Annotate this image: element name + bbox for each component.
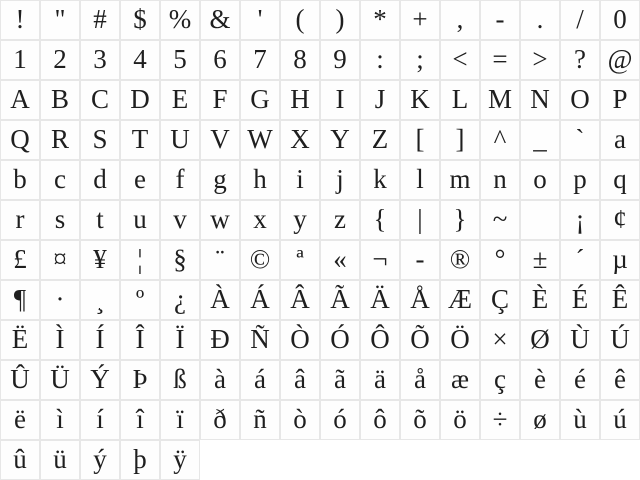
glyph-cell[interactable]: ì [40,400,80,440]
glyph-cell[interactable]: Ù [560,320,600,360]
glyph-cell[interactable]: ( [280,0,320,40]
glyph-cell[interactable]: t [80,200,120,240]
glyph-cell[interactable]: q [600,160,640,200]
glyph-cell[interactable]: Å [400,280,440,320]
glyph-cell[interactable]: ô [360,400,400,440]
glyph-cell[interactable]: Þ [120,360,160,400]
glyph-cell[interactable]: ç [480,360,520,400]
glyph-cell[interactable]: Ò [280,320,320,360]
glyph-cell[interactable]: - [400,240,440,280]
glyph-cell[interactable]: : [360,40,400,80]
glyph-cell[interactable]: g [200,160,240,200]
glyph-cell[interactable]: " [40,0,80,40]
glyph-cell[interactable]: I [320,80,360,120]
glyph-cell[interactable]: Ã [320,280,360,320]
glyph-cell[interactable]: ñ [240,400,280,440]
glyph-cell[interactable]: ª [280,240,320,280]
glyph-cell[interactable]: & [200,0,240,40]
glyph-cell[interactable]: $ [120,0,160,40]
glyph-cell[interactable]: Õ [400,320,440,360]
glyph-cell[interactable]: ¬ [360,240,400,280]
glyph-cell[interactable]: 0 [600,0,640,40]
glyph-cell[interactable]: ë [0,400,40,440]
glyph-cell[interactable]: Ö [440,320,480,360]
glyph-cell[interactable]: , [440,0,480,40]
glyph-cell[interactable]: G [240,80,280,120]
glyph-cell[interactable]: è [520,360,560,400]
glyph-cell[interactable]: ø [520,400,560,440]
glyph-cell[interactable]: á [240,360,280,400]
glyph-cell[interactable]: ® [440,240,480,280]
glyph-cell[interactable]: Z [360,120,400,160]
glyph-cell[interactable]: ' [240,0,280,40]
glyph-cell[interactable]: · [40,280,80,320]
glyph-cell[interactable]: y [280,200,320,240]
glyph-cell[interactable]: j [320,160,360,200]
glyph-cell[interactable]: 2 [40,40,80,80]
glyph-cell[interactable]: 6 [200,40,240,80]
glyph-cell[interactable]: ´ [560,240,600,280]
glyph-cell[interactable]: N [520,80,560,120]
glyph-cell[interactable]: Ð [200,320,240,360]
glyph-cell[interactable]: _ [520,120,560,160]
glyph-cell[interactable]: K [400,80,440,120]
glyph-cell[interactable]: < [440,40,480,80]
glyph-cell[interactable]: ß [160,360,200,400]
glyph-cell[interactable]: l [400,160,440,200]
glyph-cell[interactable]: > [520,40,560,80]
glyph-cell[interactable]: ¥ [80,240,120,280]
glyph-cell[interactable]: ÷ [480,400,520,440]
glyph-cell[interactable]: ó [320,400,360,440]
glyph-cell[interactable]: ÿ [160,440,200,480]
glyph-cell[interactable]: Ç [480,280,520,320]
glyph-cell[interactable]: E [160,80,200,120]
glyph-cell[interactable]: o [520,160,560,200]
glyph-cell[interactable]: J [360,80,400,120]
glyph-cell[interactable]: 4 [120,40,160,80]
glyph-cell[interactable]: Ï [160,320,200,360]
glyph-cell[interactable]: F [200,80,240,120]
glyph-cell[interactable]: æ [440,360,480,400]
glyph-cell[interactable]: u [120,200,160,240]
glyph-cell[interactable]: ð [200,400,240,440]
glyph-cell[interactable]: 3 [80,40,120,80]
glyph-cell[interactable]: P [600,80,640,120]
glyph-cell[interactable]: î [120,400,160,440]
glyph-cell[interactable]: O [560,80,600,120]
glyph-cell[interactable]: £ [0,240,40,280]
glyph-cell[interactable]: . [520,0,560,40]
glyph-cell[interactable]: À [200,280,240,320]
glyph-cell[interactable]: ¤ [40,240,80,280]
glyph-cell[interactable]: í [80,400,120,440]
glyph-cell[interactable]: Æ [440,280,480,320]
glyph-cell[interactable]: ê [600,360,640,400]
glyph-cell[interactable]: ¸ [80,280,120,320]
glyph-cell[interactable]: µ [600,240,640,280]
glyph-cell[interactable]: | [400,200,440,240]
glyph-cell[interactable]: ï [160,400,200,440]
glyph-cell[interactable]: 7 [240,40,280,80]
glyph-cell[interactable]: c [40,160,80,200]
glyph-cell[interactable]: L [440,80,480,120]
glyph-cell[interactable]: / [560,0,600,40]
glyph-cell[interactable]: w [200,200,240,240]
glyph-cell[interactable]: Ý [80,360,120,400]
glyph-cell[interactable]: x [240,200,280,240]
glyph-cell[interactable]: 8 [280,40,320,80]
glyph-cell[interactable]: i [280,160,320,200]
glyph-cell[interactable]: Î [120,320,160,360]
glyph-cell[interactable]: d [80,160,120,200]
glyph-cell[interactable]: « [320,240,360,280]
glyph-cell[interactable]: v [160,200,200,240]
glyph-cell[interactable]: Û [0,360,40,400]
glyph-cell[interactable]: ¢ [600,200,640,240]
glyph-cell[interactable]: ¦ [120,240,160,280]
glyph-cell[interactable]: % [160,0,200,40]
glyph-cell[interactable]: 5 [160,40,200,80]
glyph-cell[interactable]: ~ [480,200,520,240]
glyph-cell[interactable]: H [280,80,320,120]
glyph-cell[interactable]: Ä [360,280,400,320]
glyph-cell[interactable]: Ô [360,320,400,360]
glyph-cell[interactable]: õ [400,400,440,440]
glyph-cell[interactable]: V [200,120,240,160]
glyph-cell[interactable]: m [440,160,480,200]
glyph-cell[interactable]: ± [520,240,560,280]
glyph-cell[interactable]: ¿ [160,280,200,320]
glyph-cell[interactable]: ¨ [200,240,240,280]
glyph-cell[interactable]: È [520,280,560,320]
glyph-cell[interactable]: ö [440,400,480,440]
glyph-cell[interactable]: { [360,200,400,240]
glyph-cell[interactable]: É [560,280,600,320]
glyph-cell[interactable]: þ [120,440,160,480]
glyph-cell[interactable]: Q [0,120,40,160]
glyph-cell[interactable]: Ø [520,320,560,360]
glyph-cell[interactable]: W [240,120,280,160]
glyph-cell[interactable]: B [40,80,80,120]
glyph-cell[interactable]: b [0,160,40,200]
glyph-cell[interactable]: z [320,200,360,240]
glyph-cell[interactable]: R [40,120,80,160]
glyph-cell[interactable]: k [360,160,400,200]
glyph-cell[interactable]: ü [40,440,80,480]
glyph-cell[interactable]: a [600,120,640,160]
glyph-cell[interactable]: ¶ [0,280,40,320]
glyph-cell[interactable]: r [0,200,40,240]
glyph-cell[interactable]: ã [320,360,360,400]
glyph-cell[interactable]: ò [280,400,320,440]
glyph-cell[interactable]: ) [320,0,360,40]
glyph-cell[interactable]: ¡ [560,200,600,240]
glyph-cell[interactable]: * [360,0,400,40]
glyph-cell[interactable]: - [480,0,520,40]
glyph-cell[interactable]: Y [320,120,360,160]
glyph-cell[interactable]: × [480,320,520,360]
glyph-cell[interactable]: Ì [40,320,80,360]
glyph-cell[interactable]: ` [560,120,600,160]
glyph-cell[interactable]: U [160,120,200,160]
glyph-cell[interactable]: [ [400,120,440,160]
glyph-cell[interactable]: 9 [320,40,360,80]
glyph-cell[interactable]: T [120,120,160,160]
glyph-cell[interactable]: ù [560,400,600,440]
glyph-cell[interactable]: ! [0,0,40,40]
glyph-cell[interactable]: + [400,0,440,40]
glyph-cell[interactable]: â [280,360,320,400]
glyph-cell[interactable]: C [80,80,120,120]
glyph-cell[interactable]: Ë [0,320,40,360]
glyph-cell[interactable]: } [440,200,480,240]
glyph-cell[interactable]: ° [480,240,520,280]
glyph-cell[interactable]: s [40,200,80,240]
glyph-cell[interactable]: © [240,240,280,280]
glyph-cell[interactable]: f [160,160,200,200]
glyph-cell[interactable]: Á [240,280,280,320]
glyph-cell[interactable]: @ [600,40,640,80]
glyph-cell[interactable]: û [0,440,40,480]
glyph-cell[interactable]: å [400,360,440,400]
glyph-cell[interactable]: ; [400,40,440,80]
glyph-cell[interactable]: Ê [600,280,640,320]
glyph-cell[interactable]: 1 [0,40,40,80]
glyph-cell[interactable]: ä [360,360,400,400]
glyph-cell[interactable]: ý [80,440,120,480]
glyph-cell[interactable]: § [160,240,200,280]
glyph-cell[interactable] [520,200,560,240]
glyph-cell[interactable]: A [0,80,40,120]
glyph-cell[interactable]: à [200,360,240,400]
glyph-cell[interactable]: º [120,280,160,320]
glyph-cell[interactable]: # [80,0,120,40]
glyph-cell[interactable]: p [560,160,600,200]
glyph-cell[interactable]: Ú [600,320,640,360]
glyph-cell[interactable]: ? [560,40,600,80]
glyph-cell[interactable]: h [240,160,280,200]
glyph-cell[interactable]: ] [440,120,480,160]
glyph-cell[interactable]: ú [600,400,640,440]
glyph-cell[interactable]: D [120,80,160,120]
glyph-cell[interactable]: M [480,80,520,120]
glyph-cell[interactable]: = [480,40,520,80]
glyph-cell[interactable]: Ñ [240,320,280,360]
glyph-cell[interactable]: é [560,360,600,400]
glyph-cell[interactable]: e [120,160,160,200]
glyph-cell[interactable]: ^ [480,120,520,160]
glyph-cell[interactable]: Ó [320,320,360,360]
glyph-cell[interactable]: n [480,160,520,200]
glyph-cell[interactable]: X [280,120,320,160]
glyph-cell[interactable]: Ü [40,360,80,400]
glyph-cell[interactable]: Â [280,280,320,320]
glyph-cell[interactable]: Í [80,320,120,360]
glyph-cell[interactable]: S [80,120,120,160]
